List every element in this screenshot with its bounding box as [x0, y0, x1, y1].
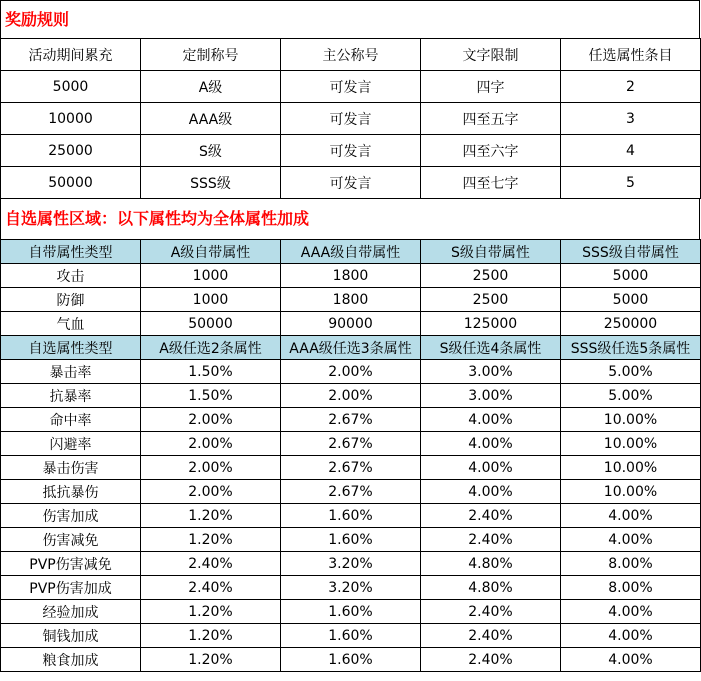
- reward-row-cell: SSS级: [141, 167, 281, 199]
- optional-row-cell: 1.20%: [141, 624, 281, 648]
- optional-row-cell: 2.40%: [421, 528, 561, 552]
- reward-table: [0, 38, 701, 199]
- reward-header-row-cell: 主公称号: [281, 39, 421, 71]
- optional-row-cell: 2.40%: [421, 624, 561, 648]
- optional-row-cell: 8.00%: [561, 552, 701, 576]
- optional-row-cell: 暴击伤害: [1, 456, 141, 480]
- optional-row-cell: 3.00%: [421, 384, 561, 408]
- optional-row-cell: 伤害减免: [1, 528, 141, 552]
- optional-row-cell: 1.60%: [281, 600, 421, 624]
- optional-row-cell: 2.67%: [281, 456, 421, 480]
- optional-row-cell: 1.60%: [281, 528, 421, 552]
- optional-row: [1, 408, 701, 432]
- reward-row-cell: 10000: [1, 103, 141, 135]
- builtin-row: [1, 288, 701, 312]
- reward-header-row: [1, 39, 701, 71]
- optional-row-cell: 1.20%: [141, 648, 281, 672]
- builtin-row-cell: 2500: [421, 288, 561, 312]
- reward-row-cell: 四字: [421, 71, 561, 103]
- reward-rules-title: 奖励规则: [0, 0, 700, 38]
- optional-row-cell: 2.40%: [141, 576, 281, 600]
- optional-row: [1, 576, 701, 600]
- reward-row: [1, 135, 701, 167]
- optional-row-cell: 10.00%: [561, 432, 701, 456]
- optional-row-cell: 闪避率: [1, 432, 141, 456]
- builtin-header-row-cell: S级自带属性: [421, 240, 561, 264]
- optional-row-cell: 1.20%: [141, 600, 281, 624]
- optional-row: [1, 552, 701, 576]
- reward-row-cell: A级: [141, 71, 281, 103]
- optional-row-cell: 抗暴率: [1, 384, 141, 408]
- optional-row-cell: 2.67%: [281, 480, 421, 504]
- optional-row-cell: 4.00%: [421, 432, 561, 456]
- optional-row-cell: 1.50%: [141, 384, 281, 408]
- optional-row: [1, 360, 701, 384]
- optional-row-cell: 1.20%: [141, 504, 281, 528]
- builtin-row-cell: 2500: [421, 264, 561, 288]
- optional-row: [1, 432, 701, 456]
- reward-row-cell: 可发言: [281, 103, 421, 135]
- optional-row-cell: 2.00%: [141, 456, 281, 480]
- attribute-table: [0, 239, 701, 672]
- builtin-row-cell: 1000: [141, 288, 281, 312]
- optional-row: [1, 456, 701, 480]
- optional-row-cell: 4.00%: [421, 480, 561, 504]
- optional-row-cell: 4.80%: [421, 552, 561, 576]
- optional-row-cell: 粮食加成: [1, 648, 141, 672]
- optional-row-cell: PVP伤害加成: [1, 576, 141, 600]
- optional-row-cell: 4.00%: [561, 600, 701, 624]
- reward-row-cell: 5000: [1, 71, 141, 103]
- optional-row-cell: 1.50%: [141, 360, 281, 384]
- optional-row-cell: 2.40%: [421, 600, 561, 624]
- reward-row-cell: 四至五字: [421, 103, 561, 135]
- reward-row-cell: 可发言: [281, 135, 421, 167]
- builtin-row: [1, 264, 701, 288]
- optional-row-cell: 2.00%: [141, 408, 281, 432]
- builtin-row-cell: 90000: [281, 312, 421, 336]
- optional-row: [1, 384, 701, 408]
- optional-row: [1, 600, 701, 624]
- reward-row: [1, 167, 701, 199]
- optional-row-cell: 10.00%: [561, 456, 701, 480]
- reward-row: [1, 71, 701, 103]
- optional-row-cell: 10.00%: [561, 480, 701, 504]
- reward-row: [1, 103, 701, 135]
- builtin-row-cell: 防御: [1, 288, 141, 312]
- reward-row-cell: 四至七字: [421, 167, 561, 199]
- optional-row: [1, 480, 701, 504]
- builtin-row: [1, 312, 701, 336]
- builtin-header-row-cell: 自带属性类型: [1, 240, 141, 264]
- builtin-header-row-cell: SSS级自带属性: [561, 240, 701, 264]
- reward-row-cell: AAA级: [141, 103, 281, 135]
- optional-row-cell: 抵抗暴伤: [1, 480, 141, 504]
- optional-row: [1, 624, 701, 648]
- optional-row-cell: 4.00%: [561, 648, 701, 672]
- optional-row-cell: 2.40%: [141, 552, 281, 576]
- builtin-row-cell: 250000: [561, 312, 701, 336]
- optional-row-cell: 8.00%: [561, 576, 701, 600]
- optional-row-cell: 1.20%: [141, 528, 281, 552]
- reward-header-row-cell: 定制称号: [141, 39, 281, 71]
- reward-row-cell: 25000: [1, 135, 141, 167]
- optional-row-cell: 命中率: [1, 408, 141, 432]
- reward-row-cell: 2: [561, 71, 701, 103]
- reward-row-cell: 3: [561, 103, 701, 135]
- builtin-row-cell: 1800: [281, 264, 421, 288]
- reward-row-cell: S级: [141, 135, 281, 167]
- reward-row-cell: 可发言: [281, 71, 421, 103]
- optional-row-cell: 2.40%: [421, 504, 561, 528]
- reward-row-cell: 4: [561, 135, 701, 167]
- optional-header-row-cell: AAA级任选3条属性: [281, 336, 421, 360]
- optional-row: [1, 648, 701, 672]
- optional-row-cell: 伤害加成: [1, 504, 141, 528]
- optional-row-cell: 10.00%: [561, 408, 701, 432]
- reward-header-row-cell: 活动期间累充: [1, 39, 141, 71]
- builtin-header-row-cell: A级自带属性: [141, 240, 281, 264]
- optional-row: [1, 528, 701, 552]
- optional-row-cell: 铜钱加成: [1, 624, 141, 648]
- optional-row-cell: 4.00%: [421, 408, 561, 432]
- reward-header-row-cell: 任选属性条目: [561, 39, 701, 71]
- optional-row-cell: 4.00%: [421, 456, 561, 480]
- optional-row-cell: 1.60%: [281, 624, 421, 648]
- optional-row-cell: 4.00%: [561, 504, 701, 528]
- optional-row-cell: 5.00%: [561, 384, 701, 408]
- optional-header-row-cell: 自选属性类型: [1, 336, 141, 360]
- optional-header-row-cell: S级任选4条属性: [421, 336, 561, 360]
- optional-row-cell: 4.00%: [561, 528, 701, 552]
- optional-row-cell: PVP伤害减免: [1, 552, 141, 576]
- optional-row-cell: 2.67%: [281, 432, 421, 456]
- attribute-section-title: 自选属性区域：以下属性均为全体属性加成: [0, 199, 700, 239]
- optional-row-cell: 2.00%: [141, 480, 281, 504]
- optional-row-cell: 2.00%: [281, 384, 421, 408]
- reward-row-cell: 5: [561, 167, 701, 199]
- builtin-row-cell: 5000: [561, 288, 701, 312]
- optional-row-cell: 2.00%: [141, 432, 281, 456]
- reward-header-row-cell: 文字限制: [421, 39, 561, 71]
- optional-header-row-cell: A级任选2条属性: [141, 336, 281, 360]
- optional-row-cell: 3.20%: [281, 576, 421, 600]
- optional-row-cell: 1.60%: [281, 648, 421, 672]
- optional-row-cell: 3.20%: [281, 552, 421, 576]
- optional-row-cell: 经验加成: [1, 600, 141, 624]
- builtin-row-cell: 1000: [141, 264, 281, 288]
- reward-row-cell: 可发言: [281, 167, 421, 199]
- optional-row-cell: 4.80%: [421, 576, 561, 600]
- builtin-row-cell: 1800: [281, 288, 421, 312]
- optional-row-cell: 5.00%: [561, 360, 701, 384]
- reward-row-cell: 50000: [1, 167, 141, 199]
- optional-row-cell: 4.00%: [561, 624, 701, 648]
- optional-row-cell: 1.60%: [281, 504, 421, 528]
- builtin-row-cell: 50000: [141, 312, 281, 336]
- optional-row-cell: 暴击率: [1, 360, 141, 384]
- builtin-row-cell: 气血: [1, 312, 141, 336]
- optional-header-row: [1, 336, 701, 360]
- builtin-row-cell: 125000: [421, 312, 561, 336]
- reward-row-cell: 四至六字: [421, 135, 561, 167]
- builtin-row-cell: 5000: [561, 264, 701, 288]
- builtin-row-cell: 攻击: [1, 264, 141, 288]
- optional-row-cell: 2.40%: [421, 648, 561, 672]
- optional-row-cell: 3.00%: [421, 360, 561, 384]
- optional-row-cell: 2.67%: [281, 408, 421, 432]
- optional-row-cell: 2.00%: [281, 360, 421, 384]
- optional-row: [1, 504, 701, 528]
- optional-header-row-cell: SSS级任选5条属性: [561, 336, 701, 360]
- builtin-header-row: [1, 240, 701, 264]
- builtin-header-row-cell: AAA级自带属性: [281, 240, 421, 264]
